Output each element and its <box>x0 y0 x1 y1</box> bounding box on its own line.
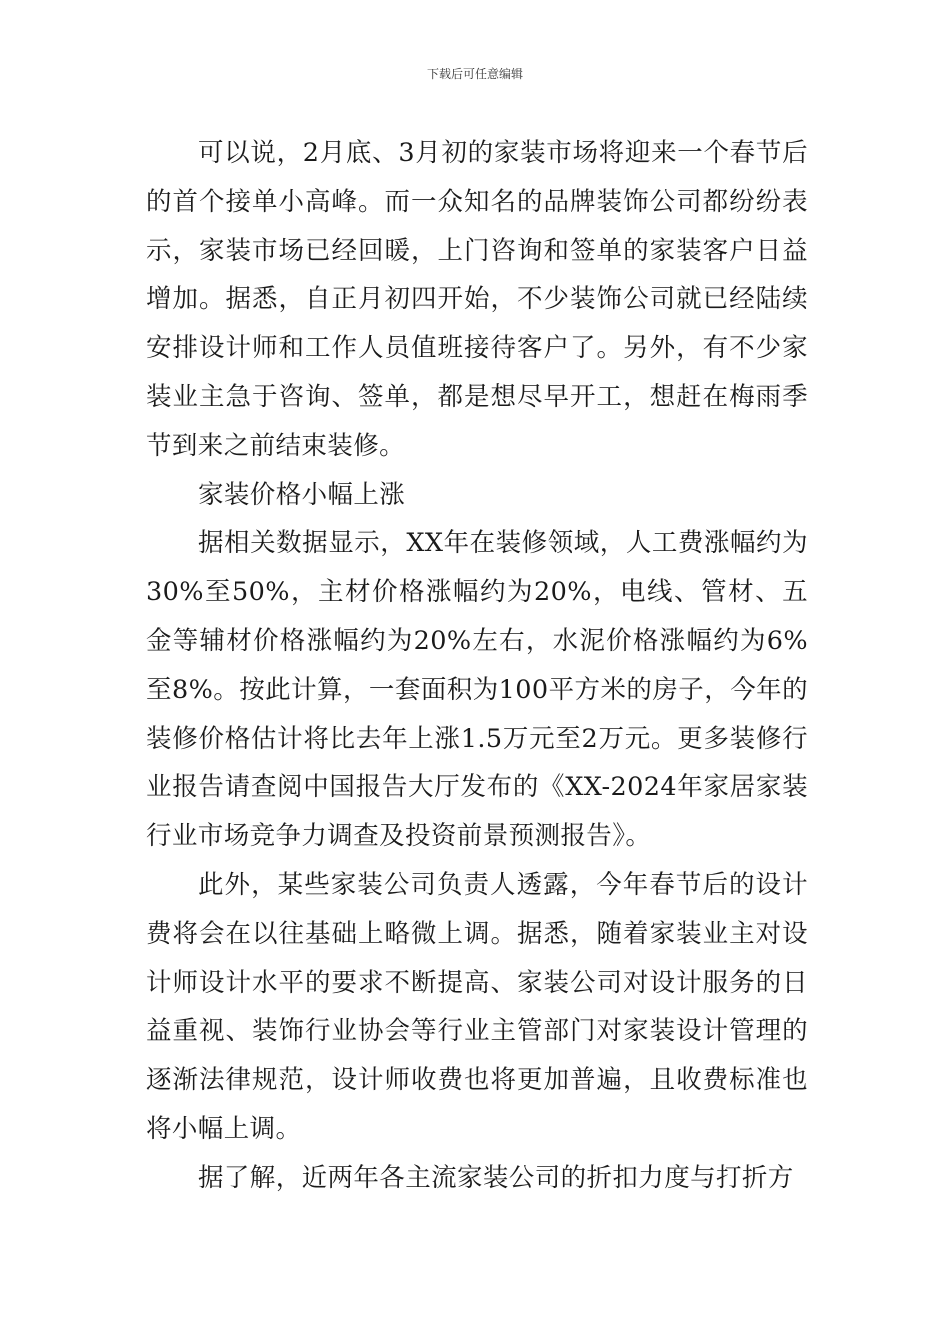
paragraph-design-fee: 此外，某些家装公司负责人透露，今年春节后的设计费将会在以往基础上略微上调。据悉，随着家装业主对设计师设计水平的要求不断提高、家装公司对设计服务的日益重视、装饰行业协会等行业主管部门对家装设计管理的逐渐法律规范，设计师收费也将更加普遍，且收费标准也将小幅上调。 <box>146 869 808 1144</box>
paragraph-discount: 据了解，近两年各主流家装公司的折扣力度与打折方 <box>198 1162 794 1193</box>
page-header: 下载后可任意编辑 <box>426 67 523 81</box>
section-heading-price-rise: 家装价格小幅上涨 <box>198 479 406 510</box>
paragraph-price-data: 据相关数据显示，XX年在装修领域，人工费涨幅约为30%至50%，主材价格涨幅约为20%，电线、管材、五金等辅材价格涨幅约为20%左右，水泥价格涨幅约为6%至8%。按此计算，一套面积为100平方米的房子，今年的装修价格估计将比去年上涨1.5万元至2万元。更多装修行业报告请查阅中国报告大厅发布的《XX-2024年家居家装行业市场竞争力调查及投资前景预测报告》。 <box>146 528 808 852</box>
document-body <box>146 129 808 1203</box>
paragraph-spring-market: 可以说，2月底、3月初的家装市场将迎来一个春节后的首个接单小高峰。而一众知名的品牌装饰公司都纷纷表示，家装市场已经回暖，上门咨询和签单的家装客户日益增加。据悉，自正月初四开始，不少装饰公司就已经陆续安排设计师和工作人员值班接待客户了。另外，有不少家装业主急于咨询、签单，都是想尽早开工，想赶在梅雨季节到来之前结束装修。 <box>146 138 808 461</box>
